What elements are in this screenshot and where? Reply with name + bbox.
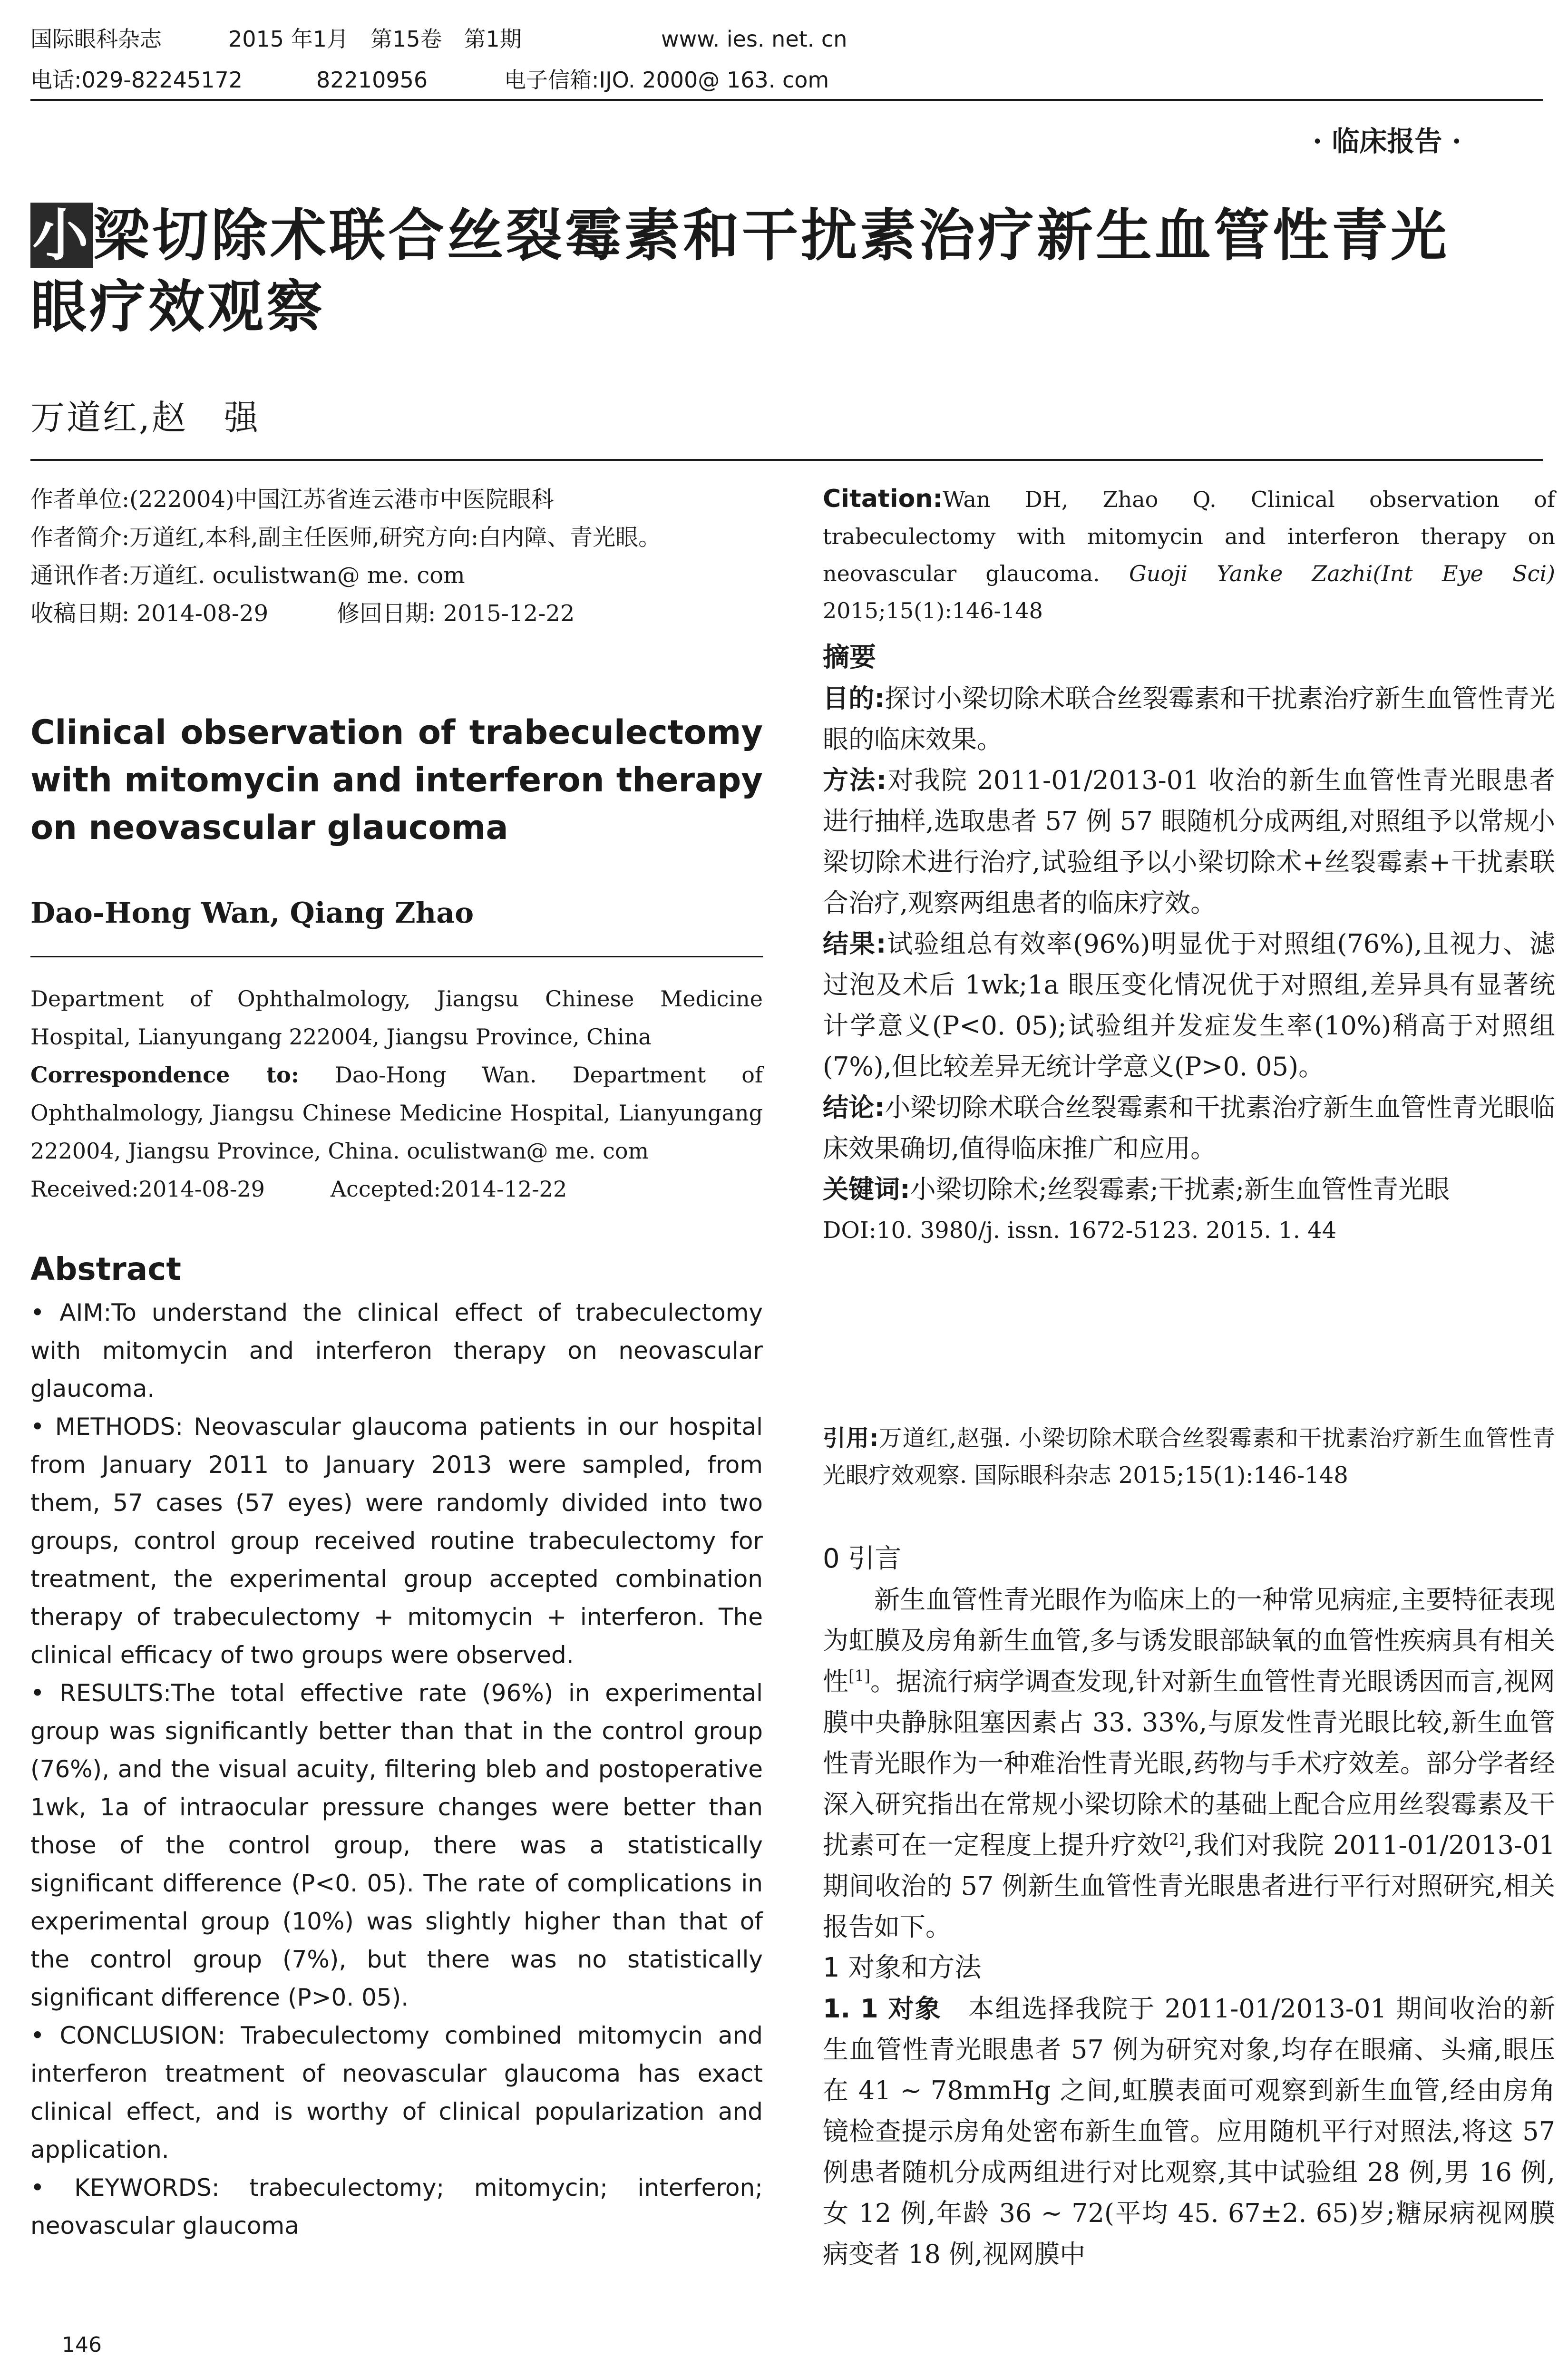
cn-aim-text: 探讨小梁切除术联合丝裂霉素和干扰素治疗新生血管性青光眼的临床效果。 <box>823 683 1555 754</box>
citation-text: Wan DH, Zhao Q. Clinical observation of trabeculectomy with mitomycin and interferon therapy on neovascular glaucoma. <box>823 487 1555 586</box>
intro-paragraph <box>823 1579 1555 1948</box>
methods-text: 本组选择我院于 2011-01/2013-01 期间收治的新生血管性青光眼患者 57 例为研究对象,均存在眼痛、头痛,眼压在 41 ~ 78mmHg 之间,虹膜表面可观察到新生血管,经由房角镜检查提示房角处密布新生血管。应用随机平行对照法,将这 57 例患者随机分成两组进行对比观察,其中试验组 28 例,男 16 例,女 12 例,年龄 36 ~ 72(平均 45. 67±2. 65)岁;糖尿病视网膜病变者 18 例,视网膜中 <box>823 1994 1555 2269</box>
citation-volume: 2015;15(1):146-148 <box>823 598 1043 623</box>
cn-citation <box>823 1420 1555 1494</box>
cn-results <box>823 924 1555 1087</box>
cn-methods-label: 方法: <box>823 765 887 795</box>
author-rule <box>30 956 763 957</box>
author-info <box>30 480 763 633</box>
cn-keywords-text: 小梁切除术;丝裂霉素;干扰素;新生血管性青光眼 <box>910 1174 1450 1204</box>
section-label: · 临床报告 · <box>1313 125 1461 157</box>
title-rule <box>30 459 1543 461</box>
citation-label: Citation: <box>823 485 943 513</box>
department: Department of Ophthalmology, Jiangsu Chinese Medicine Hospital, Lianyungang 222004, Jiangsu Province, China <box>30 986 763 1050</box>
journal-phone: 电话:029-82245172 <box>30 67 243 93</box>
intro-text-2: 。据流行病学调查发现,针对新生血管性青光眼诱因而言,视网膜中央静脉阻塞因素占 33. 33%,与原发性青光眼比较,新生血管性青光眼作为一种难治性青光眼,药物与手术疗效差。部分学者经深入研究指出在常规小梁切除术的基础上配合应用丝裂霉素及干扰素可在一定程度上提升疗效 <box>823 1666 1556 1860</box>
correspondence-text: Dao-Hong Wan. Department of Ophthalmology, Jiangsu Chinese Medicine Hospital, Lianyungang 222004, Jiangsu Province, China. oculistwan@ me. com <box>30 1062 763 1164</box>
paper-title <box>30 200 1543 342</box>
journal-name: 国际眼科杂志 <box>30 26 162 52</box>
header-rule <box>30 99 1543 101</box>
cn-methods <box>823 760 1555 924</box>
journal-email[interactable]: 电子信箱:IJO. 2000@ 163. com <box>504 67 829 93</box>
corresponding-author: 通讯作者:万道红. oculistwan@ me. com <box>30 562 465 589</box>
authors-cn: 万道红,赵 强 <box>30 398 260 438</box>
citation-journal: Guoji Yanke Zazhi(Int Eye Sci) <box>1129 561 1556 586</box>
cn-keywords-label: 关键词: <box>823 1174 910 1204</box>
cn-conclusion-text: 小梁切除术联合丝裂霉素和干扰素治疗新生血管性青光眼临床效果确切,值得临床推广和应用。 <box>823 1092 1555 1163</box>
intro-text-1: 新生血管性青光眼作为临床上的一种常见病症,主要特征表现为虹膜及房角新生血管,多与诱发眼部缺氧的血管性疾病具有相关性 <box>823 1585 1555 1696</box>
abstract-body <box>30 1294 763 2245</box>
cn-conclusion-label: 结论: <box>823 1092 885 1122</box>
intro-text-3: ,我们对我院 2011-01/2013-01 期间收治的 57 例新生血管性青光眼患者进行平行对照研究,相关报告如下。 <box>823 1830 1555 1942</box>
english-authors: Dao-Hong Wan, Qiang Zhao <box>30 896 474 930</box>
abstract-results: • RESULTS:The total effective rate (96%) in experimental group was significantly better than that in the control group (76%), and the visual acuity, filtering bleb and postoperative 1wk, 1a of intraocular pressure changes were better than those of the control group, there was a statistically significant difference (P<0. 05). The rate of complications in experimental group (10%) was slightly higher than that of the control group (7%), but there was no statistically significant difference (P>0. 05). <box>30 1679 763 2011</box>
received-accepted: Received:2014-08-29 Accepted:2014-12-22 <box>30 1176 567 1202</box>
affiliation-block <box>30 980 763 1208</box>
introduction <box>823 1539 1555 2275</box>
methods-heading: 1 对象和方法 <box>823 1952 982 1983</box>
cn-aim-label: 目的: <box>823 683 885 713</box>
cn-citation-label: 引用: <box>823 1425 879 1452</box>
cn-conclusion <box>823 1087 1555 1169</box>
ref-1[interactable]: [1] <box>848 1667 870 1685</box>
author-affiliation: 作者单位:(222004)中国江苏省连云港市中医院眼科 <box>30 486 554 513</box>
correspondence <box>30 1056 763 1170</box>
ref-2[interactable]: [2] <box>1163 1831 1185 1849</box>
title-line-1: 梁切除术联合丝裂霉素和干扰素治疗新生血管性青光 <box>93 203 1450 268</box>
correspondence-label: Correspondence to: <box>30 1062 299 1088</box>
title-line-2: 眼疗效观察 <box>30 274 326 340</box>
citation-block <box>823 480 1555 629</box>
intro-heading: 0 引言 <box>823 1543 902 1574</box>
abstract-aim: • AIM:To understand the clinical effect of trabeculectomy with mitomycin and interferon therapy on neovascular glaucoma. <box>30 1299 763 1403</box>
journal-phone-2: 82210956 <box>316 67 428 93</box>
title-first-char: 小 <box>30 203 93 268</box>
methods-sub-label: 1. 1 对象 <box>823 1994 942 2024</box>
chinese-abstract <box>823 637 1555 1251</box>
english-title: Clinical observation of trabeculectomy with mitomycin and interferon therapy on neovascular glaucoma <box>30 713 763 847</box>
author-bio: 作者简介:万道红,本科,副主任医师,研究方向:白内障、青光眼。 <box>30 524 662 551</box>
cn-abstract-heading: 摘要 <box>823 642 876 673</box>
abstract-heading: Abstract <box>30 1251 181 1287</box>
journal-website[interactable]: www. ies. net. cn <box>661 26 847 52</box>
received-dates: 收稿日期: 2014-08-29 修回日期: 2015-12-22 <box>30 600 575 627</box>
abstract-keywords: • KEYWORDS: trabeculectomy; mitomycin; interferon; neovascular glaucoma <box>30 2174 763 2240</box>
doi[interactable]: DOI:10. 3980/j. issn. 1672-5123. 2015. 1. 44 <box>823 1217 1337 1244</box>
cn-results-text: 试验组总有效率(96%)明显优于对照组(76%),且视力、滤过泡及术后 1wk;1a 眼压变化情况优于对照组,差异具有显著统计学意义(P<0. 05);试验组并发症发生率(10%)稍高于对照组(7%),但比较差异无统计学意义(P>0. 05)。 <box>823 929 1555 1081</box>
cn-methods-text: 对我院 2011-01/2013-01 收治的新生血管性青光眼患者进行抽样,选取患者 57 例 57 眼随机分成两组,对照组予以常规小梁切除术进行治疗,试验组予以小梁切除术+丝裂霉素+干扰素联合治疗,观察两组患者的临床疗效。 <box>823 765 1555 918</box>
cn-results-label: 结果: <box>823 929 886 959</box>
abstract-conclusion: • CONCLUSION: Trabeculectomy combined mitomycin and interferon treatment of neovascular glaucoma has exact clinical effect, and is worthy of clinical popularization and application. <box>30 2022 763 2163</box>
cn-aim <box>823 678 1555 760</box>
issue-info: 2015 年1月 第15卷 第1期 <box>228 26 522 52</box>
cn-citation-text: 万道红,赵强. 小梁切除术联合丝裂霉素和干扰素治疗新生血管性青光眼疗效观察. 国际眼科杂志 2015;15(1):146-148 <box>823 1425 1555 1489</box>
page-number: 146 <box>62 2333 102 2357</box>
methods-paragraph <box>823 1988 1555 2275</box>
abstract-methods: • METHODS: Neovascular glaucoma patients in our hospital from January 2011 to January 2013 were sampled, from them, 57 cases (57 eyes) were randomly divided into two groups, control group received routine trabeculectomy for treatment, the experimental group accepted combination therapy of trabeculectomy + mitomycin + interferon. The clinical efficacy of two groups were observed. <box>30 1413 763 1669</box>
cn-keywords <box>823 1169 1555 1210</box>
